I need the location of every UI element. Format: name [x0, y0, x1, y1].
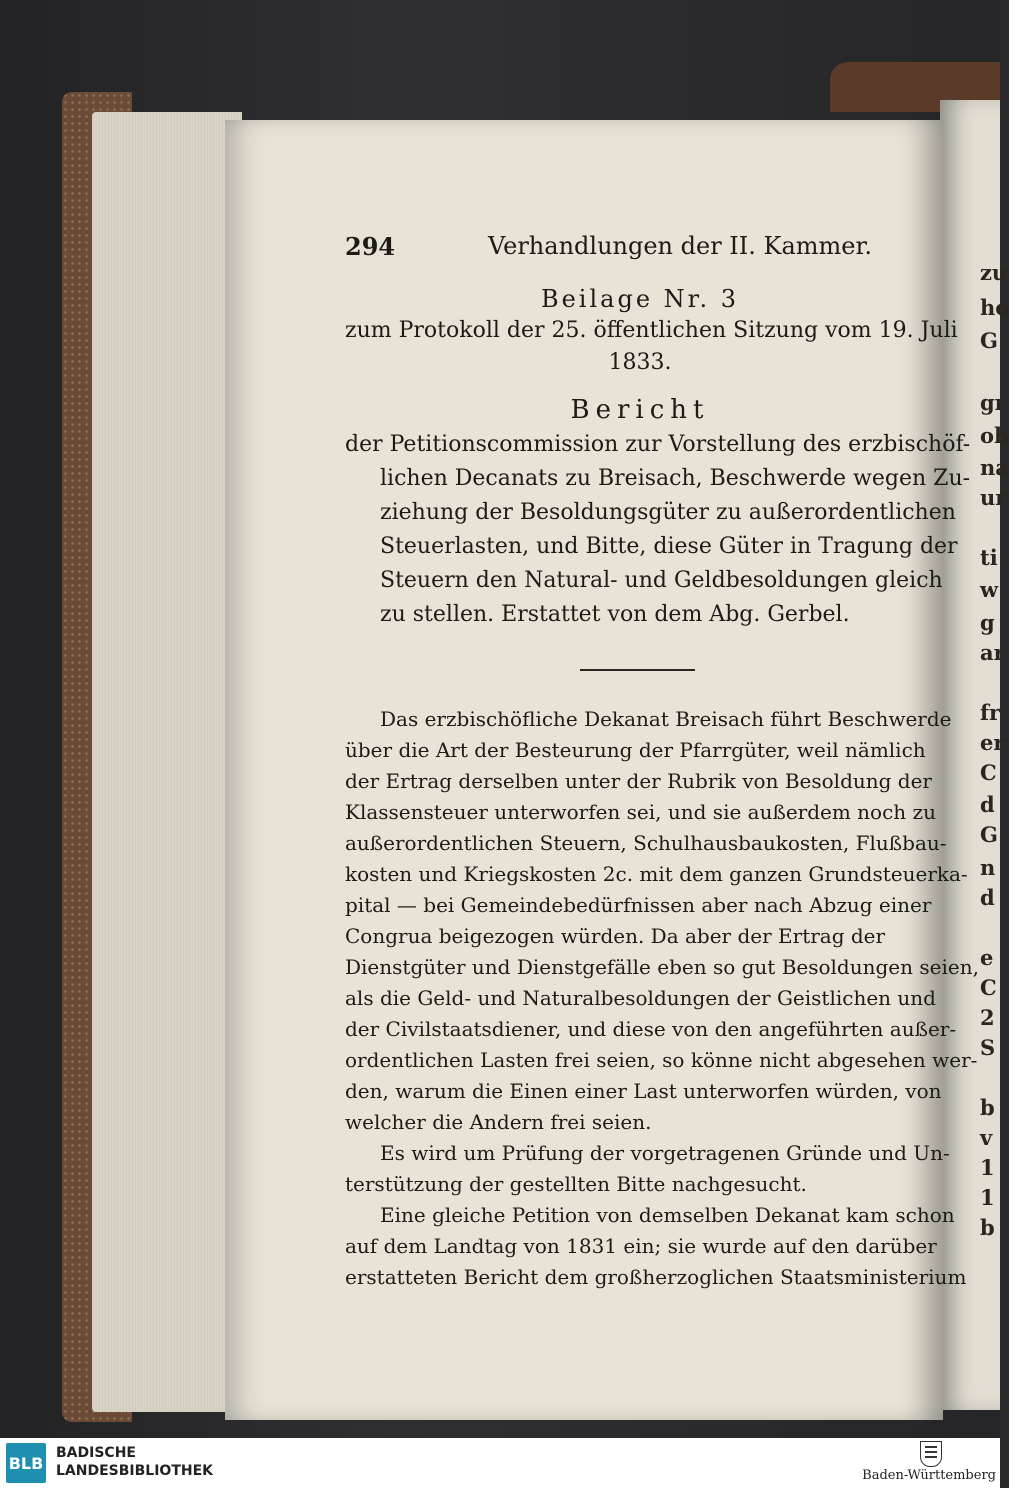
body-line: welcher die Andern frei seien. [345, 1110, 652, 1134]
bericht-heading: Bericht [570, 395, 710, 425]
title-line: zu stellen. Erstattet von dem Abg. Gerbel. [380, 602, 850, 627]
right-page-fragment: 1 [980, 1155, 995, 1180]
right-page-fragment: oh [980, 423, 1009, 448]
title-line: Steuerlasten, und Bitte, diese Güter in Tragung der [380, 534, 958, 559]
library-line-2: LANDESBIBLIOTHEK [56, 1463, 214, 1479]
right-page-fragment: ho [980, 295, 1009, 320]
right-page-fragment: ur [980, 485, 1007, 510]
body-line: terstützung der gestellten Bitte nachgesucht. [345, 1172, 807, 1196]
beilage-heading: Beilage Nr. 3 [540, 285, 740, 313]
body-line: Congrua beigezogen würden. Da aber der Ertrag der [345, 924, 886, 948]
right-page-fragment: w [980, 577, 999, 602]
protokoll-line: zum Protokoll der 25. öffentlichen Sitzung vom 19. Juli [345, 318, 958, 343]
body-line: der Civilstaatsdiener, und diese von den angeführten außer- [345, 1017, 957, 1041]
right-page-fragment: fr [980, 700, 1001, 725]
body-line: außerordentlichen Steuern, Schulhausbaukosten, Flußbau- [345, 831, 947, 855]
page-edges [92, 112, 242, 1412]
title-line: der Petitionscommission zur Vorstellung des erzbischöf- [345, 432, 971, 457]
right-page-fragment: G [980, 328, 998, 353]
body-line: Dienstgüter und Dienstgefälle eben so gut Besoldungen seien, [345, 955, 979, 979]
section-divider [580, 669, 695, 671]
right-page-fragment: 1 [980, 1185, 995, 1210]
right-page-fragment: d [980, 885, 995, 910]
body-line: Das erzbischöfliche Dekanat Breisach führt Beschwerde [380, 707, 952, 731]
right-page-fragment: er [980, 730, 1005, 755]
right-page-fragment: n [980, 855, 996, 880]
right-page-fragment: v [980, 1125, 993, 1150]
body-line: pital — bei Gemeindebedürfnissen aber nach Abzug einer [345, 893, 932, 917]
title-line: Steuern den Natural- und Geldbesoldungen gleich [380, 568, 943, 593]
body-line: kosten und Kriegskosten 2c. mit dem ganzen Grundsteuerka- [345, 862, 968, 886]
coat-of-arms-icon [920, 1441, 942, 1467]
page-number: 294 [345, 232, 396, 261]
right-page-fragment: G [980, 822, 998, 847]
body-line: erstatteten Bericht dem großherzoglichen Staatsministerium [345, 1265, 967, 1289]
body-line: ordentlichen Lasten frei seien, so könne nicht abgesehen wer- [345, 1048, 978, 1072]
region-label: Baden-Württemberg [862, 1468, 996, 1483]
right-page-fragment: e [980, 945, 994, 970]
running-title: Verhandlungen der II. Kammer. [488, 232, 872, 260]
body-line: über die Art der Besteurung der Pfarrgüter, weil nämlich [345, 738, 926, 762]
right-page-fragment: C [980, 760, 997, 785]
right-page-fragment: b [980, 1095, 995, 1120]
right-page-fragment: ti [980, 545, 998, 570]
title-line: lichen Decanats zu Breisach, Beschwerde wegen Zu- [380, 466, 971, 491]
right-page-fragment: C [980, 975, 997, 1000]
body-line: Klassensteuer unterworfen sei, und sie außerdem noch zu [345, 800, 936, 824]
body-line: als die Geld- und Naturalbesoldungen der Geistlichen und [345, 986, 936, 1010]
right-page-fragment: d [980, 792, 995, 817]
body-line: Eine gleiche Petition von demselben Dekanat kam schon [380, 1203, 955, 1227]
protokoll-year: 1833. [608, 350, 672, 375]
body-line: Es wird um Prüfung der vorgetragenen Gründe und Un- [380, 1141, 950, 1165]
title-line: ziehung der Besoldungsgüter zu außerordentlichen [380, 500, 956, 525]
body-line: der Ertrag derselben unter der Rubrik von Besoldung der [345, 769, 932, 793]
right-page-fragment: b [980, 1215, 995, 1240]
library-line-1: BADISCHE [56, 1445, 136, 1461]
library-name [56, 1444, 213, 1480]
blb-logo: BLB [6, 1443, 46, 1483]
body-line: den, warum die Einen einer Last unterworfen würden, von [345, 1079, 942, 1103]
right-page-fragment: g [980, 610, 995, 635]
body-line: auf dem Landtag von 1831 ein; sie wurde auf den darüber [345, 1234, 937, 1258]
right-page-fragment: gr [980, 390, 1006, 415]
right-page-fragment: zu [980, 260, 1008, 285]
right-page-fragment: na [980, 455, 1009, 480]
right-page-fragment: 2 [980, 1005, 995, 1030]
right-page-fragment: ar [980, 640, 1005, 665]
right-page-fragment: S [980, 1035, 996, 1060]
